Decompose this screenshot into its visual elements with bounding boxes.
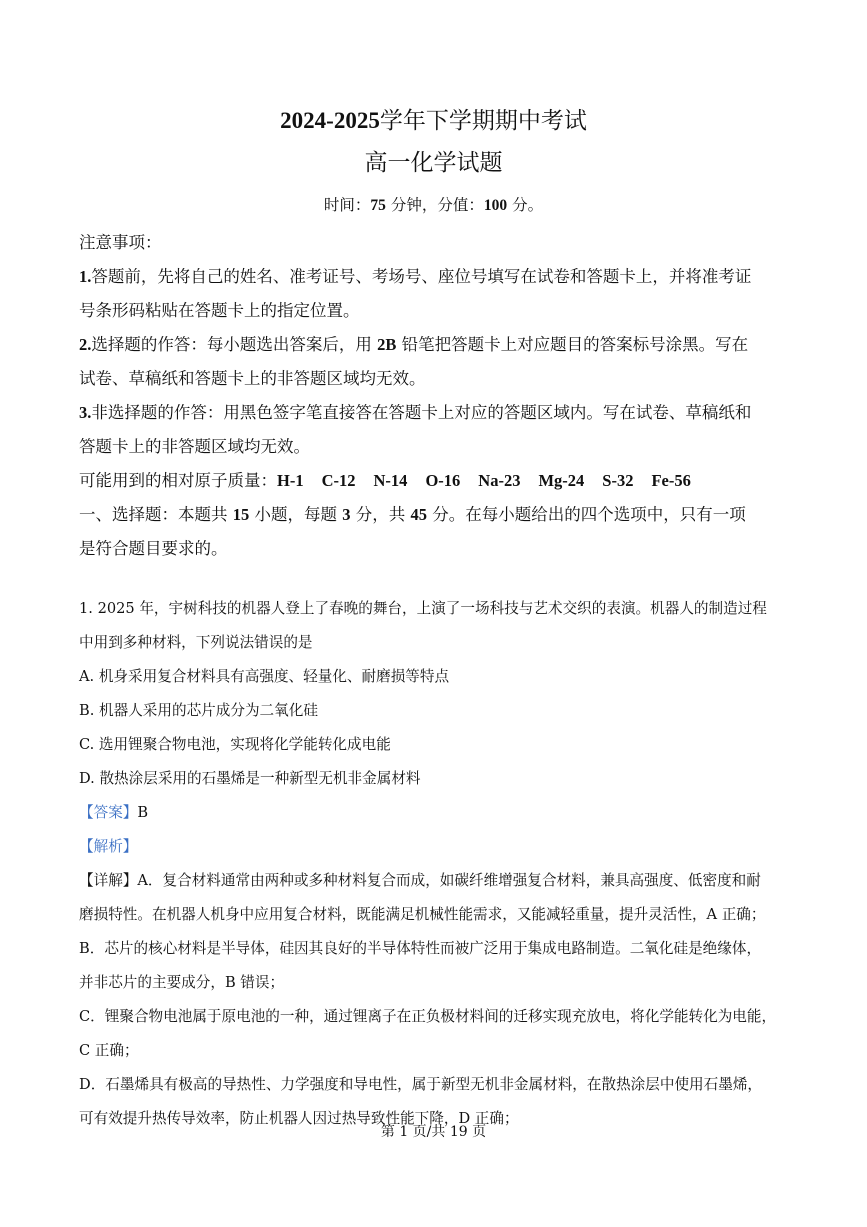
question-1 <box>79 592 799 1136</box>
note-item-2-cont: 试卷、草稿纸和答题卡上的非答题区域均无效。 <box>79 369 426 388</box>
note-item-1-cont: 号条形码粘贴在答题卡上的指定位置。 <box>79 301 360 320</box>
option-d: D. 散热涂层采用的石墨烯是一种新型无机非金属材料 <box>79 770 421 787</box>
exam-year: 2024-2025 <box>280 108 380 133</box>
detail-line: 【详解】A．复合材料通常由两种或多种材料复合而成，如碳纤维增强复合材料，兼具高强度、低密度和耐 <box>79 872 761 889</box>
exam-title <box>0 106 867 136</box>
exam-term: 学年下学期期中考试 <box>379 108 587 134</box>
detail-line: C．锂聚合物电池属于原电池的一种，通过锂离子在正负极材料间的迁移实现充放电，将化学能转化为电能， <box>79 1008 777 1025</box>
option-b: B. 机器人采用的芯片成分为二氧化硅 <box>79 702 318 719</box>
detail-line: C 正确； <box>79 1042 139 1059</box>
note-item-3-cont: 答题卡上的非答题区域均无效。 <box>79 437 310 456</box>
detail-line: 磨损特性。在机器人机身中应用复合材料，既能满足机械性能需求，又能减轻重量，提升灵活性，A 正确； <box>79 906 766 923</box>
notes-heading: 注意事项： <box>79 233 162 252</box>
atomic-masses: 可能用到的相对原子质量：H-1 C-12 N-14 O-16 Na-23 Mg-24 S-32 Fe-56 <box>79 471 691 490</box>
detail-line: B．芯片的核心材料是半导体，硅因其良好的半导体特性而被广泛用于集成电路制造。二氧化硅是绝缘体， <box>79 940 762 957</box>
analysis-label: 【解析】 <box>79 838 138 855</box>
detail-line: 可有效提升热传导效率，防止机器人因过热导致性能下降，D 正确； <box>79 1110 519 1127</box>
section-heading-cont: 是符合题目要求的。 <box>79 539 228 558</box>
option-c: C. 选用锂聚合物电池，实现将化学能转化成电能 <box>79 736 391 753</box>
exam-meta: 时间：75 分钟，分值：100 分。 <box>323 196 544 214</box>
section-heading: 一、选择题：本题共 15 小题，每题 3 分，共 45 分。在每小题给出的四个选项中，只有一项 <box>79 505 746 524</box>
option-a: A. 机身采用复合材料具有高强度、轻量化、耐磨损等特点 <box>79 668 450 685</box>
notes-section <box>79 226 791 566</box>
answer-line <box>79 796 799 830</box>
page-footer: 第 1 页/共 19 页 <box>380 1124 487 1140</box>
question-stem: 1. 2025 年，宇树科技的机器人登上了春晚的舞台，上演了一场科技与艺术交织的表演。机器人的制造过程 <box>79 600 767 617</box>
exam-subtitle: 高一化学试题 <box>364 150 503 176</box>
question-stem-cont: 中用到多种材料，下列说法错误的是 <box>79 634 313 651</box>
answer-label: 【答案】 <box>79 804 138 821</box>
note-item-2: 2.选择题的作答：每小题选出答案后，用 2B 铅笔把答题卡上对应题目的答案标号涂黑。写在 <box>79 335 749 354</box>
detail-line: D．石墨烯具有极高的导热性、力学强度和导电性，属于新型无机非金属材料，在散热涂层中使用石墨烯， <box>79 1076 763 1093</box>
note-item-1: 1.答题前，先将自己的姓名、准考证号、考场号、座位号填写在试卷和答题卡上，并将准考证 <box>79 267 752 286</box>
note-item-3: 3.非选择题的作答：用黑色签字笔直接答在答题卡上对应的答题区域内。写在试卷、草稿纸和 <box>79 403 752 422</box>
detail-line: 并非芯片的主要成分，B 错误； <box>79 974 285 991</box>
answer-value: B <box>137 804 149 821</box>
